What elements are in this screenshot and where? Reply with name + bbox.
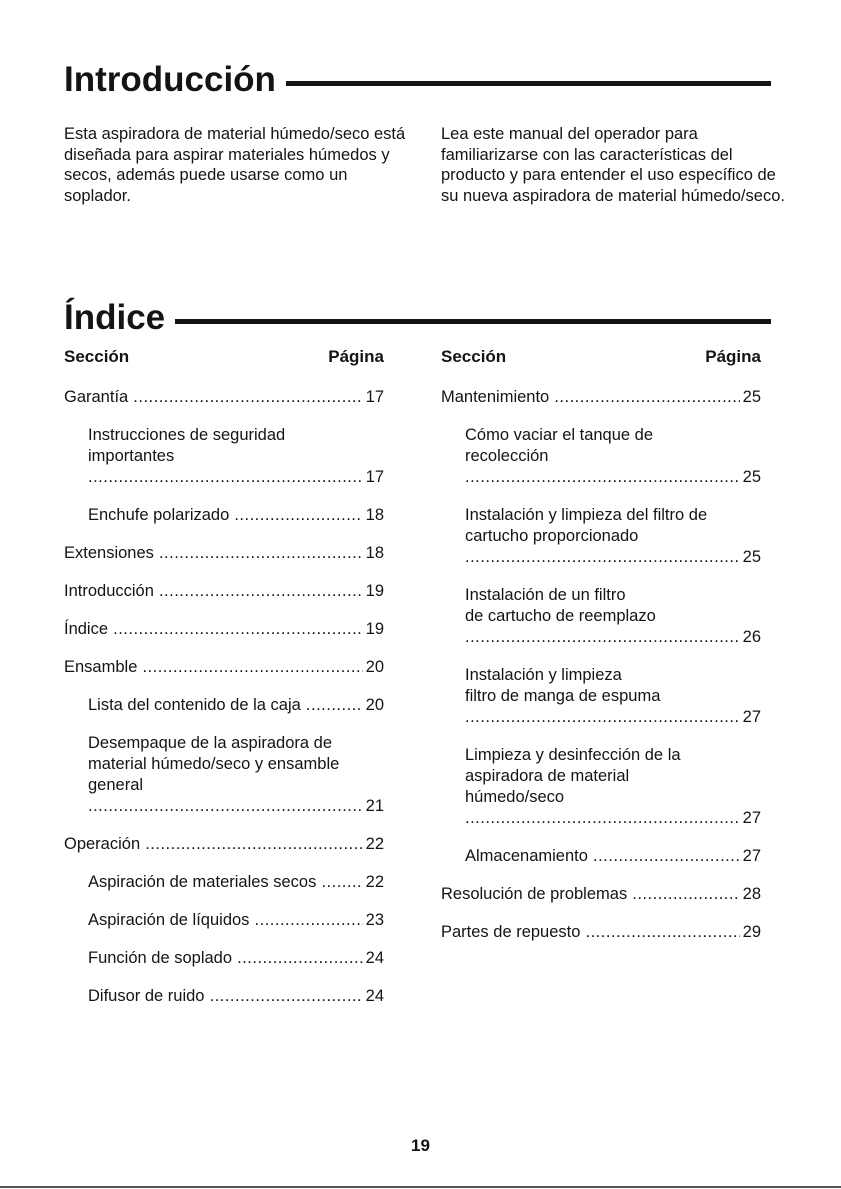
toc-entry-title: Extensiones [64,544,154,562]
toc-entry-page: 25 [742,388,761,406]
toc-entry-title: Aspiración de materiales secos [88,873,317,891]
toc-entry-page: 22 [365,835,384,853]
toc-entry-page: 18 [365,506,384,524]
toc-entry-title-lead: Limpieza y desinfección de la aspiradora de material [465,746,681,785]
toc-entry-page: 28 [742,885,761,903]
intro-paragraph-right: Lea este manual del operador para familiarizarse con las características del producto y para entender el uso específico de su nueva aspiradora de material húmedo/seco. [441,125,785,205]
toc-entry [441,922,761,943]
toc-entry [64,948,384,969]
toc-right-entries [441,387,761,943]
toc-entry [441,745,761,829]
intro-title: Introducción [64,60,276,99]
toc-left-header [64,347,384,387]
toc-entry-title: Difusor de ruido [88,987,205,1005]
page-column-header: Página [328,347,384,366]
toc-entry-title: importantes [88,447,175,465]
toc-entry [64,581,384,602]
toc-entry-title-lead: Instalación y limpieza [465,666,622,684]
toc-entry [64,910,384,931]
toc-entry-page: 21 [365,797,384,815]
toc-entry-page: 20 [365,696,384,714]
toc-entry [64,733,384,817]
toc-entry-title: Ensamble [64,658,138,676]
toc-entry [64,657,384,678]
toc-entry-title: general [88,776,144,794]
toc-entry-page: 29 [742,923,761,941]
toc-entry-page: 25 [742,548,761,566]
toc-left-column [64,347,384,1024]
toc-entry-title-lead: Desempaque de la aspiradora de material húmedo/seco y ensamble [88,734,340,773]
toc-entry [64,387,384,408]
toc-entry-page: 19 [365,620,384,638]
toc-entry-title: recolección [465,447,549,465]
toc-entry-title: Lista del contenido de la caja [88,696,301,714]
page-bottom-border [0,1186,841,1188]
toc-entry-page: 25 [742,468,761,486]
page-column-header: Página [705,347,761,366]
toc-entry-page: 24 [365,949,384,967]
toc-entry-page: 26 [742,628,761,646]
toc-entry-title: Almacenamiento [465,847,588,865]
toc-entry-title: Resolución de problemas [441,885,628,903]
toc-entry-page: 24 [365,987,384,1005]
intro-paragraph-left: Esta aspiradora de material húmedo/seco está diseñada para aspirar materiales húmedos y secos, además puede usarse como un soplador. [64,125,406,205]
toc-right-header [441,347,761,387]
toc-entry-title: filtro de manga de espuma [465,687,661,705]
toc-entry-page: 27 [742,708,761,726]
toc-entry [441,846,761,867]
toc-entry-title-lead: Instalación y limpieza del filtro de [465,506,708,524]
toc-entry-page: 22 [365,873,384,891]
toc-entry [64,986,384,1007]
toc-entry-title-lead: Instrucciones de seguridad [88,426,286,444]
toc-entry [441,387,761,408]
toc-entry-title: húmedo/seco [465,788,565,806]
toc-entry [441,665,761,728]
toc-entry [64,505,384,526]
toc-entry-title: Operación [64,835,141,853]
toc-entry-page: 17 [365,388,384,406]
toc-left-entries [64,387,384,1007]
toc-entry-title: Función de soplado [88,949,233,967]
toc-entry [64,834,384,855]
index-title: Índice [64,298,166,337]
toc-entry-title: de cartucho de reemplazo [465,607,656,625]
toc-entry-page: 27 [742,809,761,827]
toc-entry [64,619,384,640]
toc-entry [64,872,384,893]
toc-entry-title-lead: Cómo vaciar el tanque de [465,426,654,444]
intro-heading-row [64,62,771,97]
section-column-header: Sección [441,347,507,366]
toc-entry [441,884,761,905]
toc-entry-title: Enchufe polarizado [88,506,230,524]
page-number: 19 [411,1136,430,1155]
toc-entry-title: Partes de repuesto [441,923,581,941]
toc-entry-page: 18 [365,544,384,562]
toc-entry [64,425,384,488]
toc-entry [64,695,384,716]
toc-entry-title: Índice [64,620,109,638]
toc-entry-title-lead: Instalación de un filtro [465,586,626,604]
section-column-header: Sección [64,347,130,366]
index-heading-rule [175,319,771,324]
toc-entry-title: Introducción [64,582,154,600]
toc-entry-page: 19 [365,582,384,600]
toc-entry-title: Aspiración de líquidos [88,911,250,929]
toc-entry [441,425,761,488]
toc-entry-title: Garantía [64,388,129,406]
toc-right-column [441,347,761,960]
index-heading-row [64,300,771,335]
toc-entry [64,543,384,564]
toc-entry-page: 17 [365,468,384,486]
toc-entry [441,505,761,568]
toc-entry-page: 20 [365,658,384,676]
toc-entry-page: 27 [742,847,761,865]
toc-entry [441,585,761,648]
toc-entry-title: cartucho proporcionado [465,527,639,545]
toc-entry-page: 23 [365,911,384,929]
toc-entry-title: Mantenimiento [441,388,550,406]
intro-heading-rule [286,81,771,86]
